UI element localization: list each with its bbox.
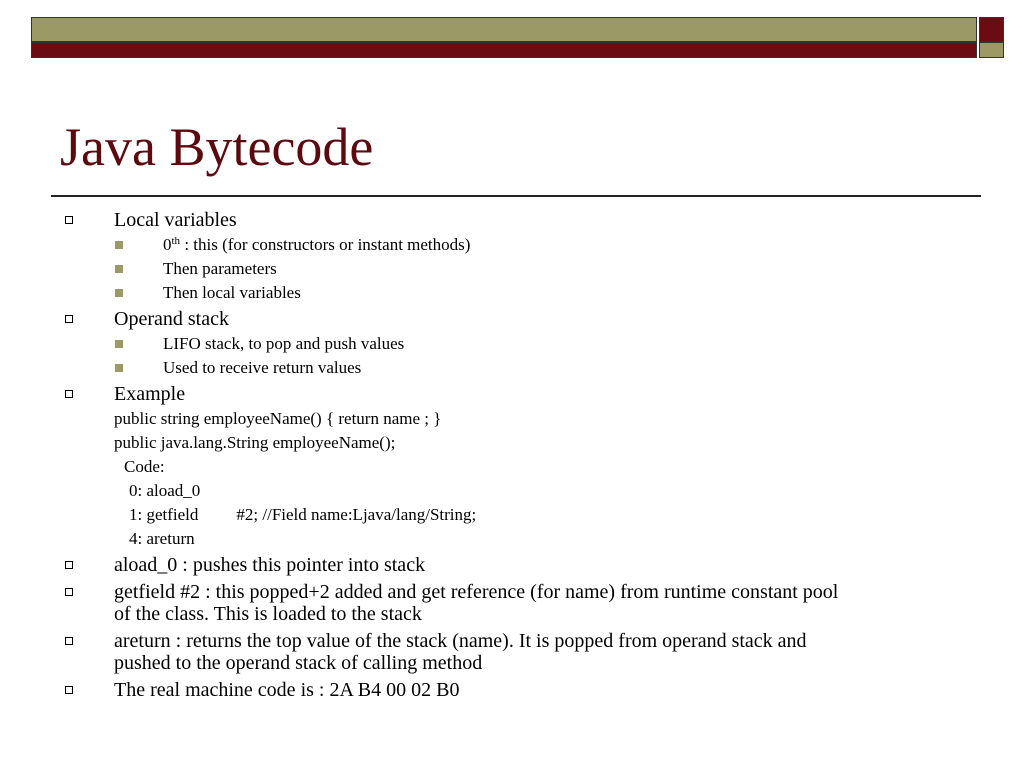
- bullet-getfield: getfield #2 : this popped+2 added and get reference (for name) from runtime constant pool: [114, 581, 839, 603]
- bullet-aload: aload_0 : pushes this pointer into stack: [114, 554, 426, 576]
- list-item: Then local variables: [163, 283, 301, 302]
- bullet-areturn: areturn : returns the top value of the stack (name). It is popped from operand stack and: [114, 630, 807, 652]
- filled-square-bullet-icon: [115, 289, 123, 297]
- code-line: 1: getfield #2; //Field name:Ljava/lang/String;: [129, 505, 477, 524]
- section-operand-stack: Operand stack: [114, 308, 229, 330]
- code-line: Code:: [124, 457, 165, 476]
- bullet-areturn-cont: pushed to the operand stack of calling method: [114, 652, 483, 674]
- code-line: public java.lang.String employeeName();: [114, 433, 396, 452]
- list-item: Then parameters: [163, 259, 277, 278]
- hollow-square-bullet-icon: [65, 686, 73, 694]
- section-example: Example: [114, 383, 186, 405]
- bullet-machine-code: The real machine code is : 2A B4 00 02 B0: [114, 679, 460, 701]
- hollow-square-bullet-icon: [65, 637, 73, 645]
- list-item: 0th : this (for constructors or instant methods): [163, 235, 471, 254]
- code-line: 4: areturn: [129, 529, 195, 548]
- list-item: Used to receive return values: [163, 358, 362, 377]
- filled-square-bullet-icon: [115, 340, 123, 348]
- code-line: 0: aload_0: [129, 481, 201, 500]
- slide-title: Java Bytecode: [60, 117, 374, 177]
- filled-square-bullet-icon: [115, 364, 123, 372]
- list-item: LIFO stack, to pop and push values: [163, 334, 405, 353]
- code-line: public string employeeName() { return name ; }: [114, 409, 442, 428]
- hollow-square-bullet-icon: [65, 390, 73, 398]
- filled-square-bullet-icon: [115, 265, 123, 273]
- hollow-square-bullet-icon: [65, 588, 73, 596]
- hollow-square-bullet-icon: [65, 315, 73, 323]
- hollow-square-bullet-icon: [65, 216, 73, 224]
- hollow-square-bullet-icon: [65, 561, 73, 569]
- section-local-variables: Local variables: [114, 209, 237, 231]
- filled-square-bullet-icon: [115, 241, 123, 249]
- bullet-getfield-cont: of the class. This is loaded to the stack: [114, 603, 422, 625]
